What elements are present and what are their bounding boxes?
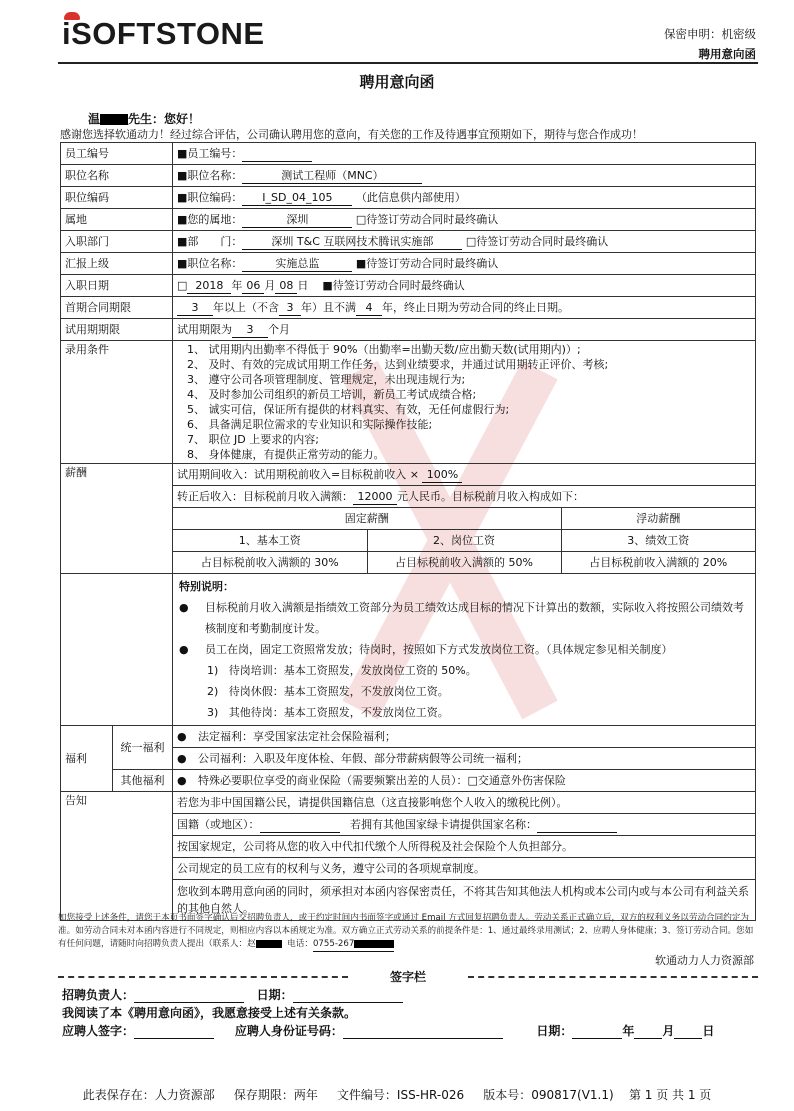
welfare-3 xyxy=(173,770,756,792)
date-label: 日期： xyxy=(256,988,293,1002)
contract-text: 年以上（不含 xyxy=(213,300,279,314)
entry-day: 08 xyxy=(275,278,297,294)
special-sub-3 xyxy=(179,702,749,723)
applicant-sign-field[interactable] xyxy=(134,1024,214,1039)
condition-item: 3、 遵守公司各项管理制度、管理规定，未出现违规行为; xyxy=(187,373,466,386)
probation-unit: 个月 xyxy=(268,322,290,336)
month-unit: 月 xyxy=(662,1024,675,1038)
label-emp-no: 员工编号 xyxy=(61,143,173,165)
date-label: 日期： xyxy=(536,1024,573,1038)
phone-value xyxy=(313,938,394,952)
sub-number: 3) xyxy=(207,706,219,719)
field-label: ■员工编号： xyxy=(177,146,243,160)
nationality-blank xyxy=(260,817,340,833)
redaction xyxy=(256,940,282,948)
contract-text: 年，终止日期为劳动合同的终止日期。 xyxy=(382,300,569,314)
contract-max: 3 xyxy=(279,300,301,316)
contract-min: 3 xyxy=(177,300,213,316)
label-welfare: 福利 xyxy=(61,726,113,792)
applicant-line xyxy=(62,1022,714,1039)
sub-text: 待岗休假：基本工资照发，不发放岗位工资。 xyxy=(228,685,449,698)
contact-prefix: 赵 xyxy=(247,939,256,949)
field-emp-no xyxy=(173,143,756,165)
float-salary-header: 浮动薪酬 xyxy=(561,508,755,530)
label-dept: 入职部门 xyxy=(61,231,173,253)
label-conditions: 录用条件 xyxy=(61,341,173,464)
field-code xyxy=(173,187,756,209)
label-location: 属地 xyxy=(61,209,173,231)
page-footer xyxy=(0,1086,794,1103)
day-unit: 日 xyxy=(297,278,309,292)
notice-text: 若拥有其他国家绿卡请提供国家名称： xyxy=(350,817,537,831)
sub-text: 其他待岗：基本工资照发，不发放岗位工资。 xyxy=(228,706,449,719)
special-notes xyxy=(173,574,756,726)
year-unit: 年 xyxy=(622,1024,635,1038)
field-label: ■职位名称： xyxy=(177,168,243,182)
hr-department: 软通动力人力资源部 xyxy=(655,954,754,967)
salary-spacer xyxy=(61,574,173,726)
salary-regular xyxy=(173,486,756,508)
location-confirm: □待签订劳动合同时最终确认 xyxy=(355,212,499,226)
sub-text: 待岗培训：基本工资照发，发放岗位工资的 50%。 xyxy=(228,664,477,677)
footer-keep: 此表保存在：人力资源部 xyxy=(82,1088,215,1102)
phone-number: 0755-267 xyxy=(312,939,355,949)
footnote-text: 如您接受上述条件，请您于本页书面签字确认后交招聘负责人，或于约定时间内书面签字或通过 Email 方式回复招聘负责人。劳动关系正式确立后，双方的权利义务以劳动合同约定为准。如劳动合同未对本函内容进行不同规定，则相应内容以本函规定为准。双方确立正式劳动关系的前提条件是：1、通过最终录用测试；2、应聘人身体健康；3、签订劳动合同。您如有任何问题，请随时向招聘负责人提出（联系人： xyxy=(58,913,754,949)
year-field[interactable] xyxy=(572,1024,622,1039)
intro-text: 感谢您选择软通动力！经过综合评估，公司确认聘用您的意向，有关您的工作及待遇事宜预期如下，期待与您合作成功！ xyxy=(60,128,643,141)
salary-breakdown-table xyxy=(173,508,755,573)
condition-item: 2、 及时、有效的完成试用期工作任务，达到业绩要求，并通过试用期转正评价、考核; xyxy=(187,358,609,371)
label-code: 职位编码 xyxy=(61,187,173,209)
field-probation xyxy=(173,319,756,341)
recruiter-label: 招聘负责人： xyxy=(62,988,135,1002)
dept-value: 深圳 T&C 互联网技术腾讯实施部 xyxy=(242,234,462,250)
field-label: ■您的属地： xyxy=(177,212,243,226)
notice-text: 国籍（或地区）： xyxy=(177,817,260,831)
welfare-text: 法定福利：享受国家法定社会保险福利； xyxy=(198,730,396,743)
emp-no-blank xyxy=(242,146,312,162)
base-salary: 1、基本工资 xyxy=(173,530,367,552)
id-field[interactable] xyxy=(343,1024,503,1039)
label-salary: 薪酬 xyxy=(61,464,173,574)
doc-name-label: 聘用意向函 xyxy=(698,47,756,61)
special-sub-1 xyxy=(179,660,749,681)
condition-item: 4、 及时参加公司组织的新员工培训，新员工考试成绩合格; xyxy=(187,388,477,401)
special-title: 特别说明： xyxy=(179,580,234,593)
notice-3: 按国家规定，公司将从您的收入中代扣代缴个人所得税及社会保险个人负担部分。 xyxy=(173,836,756,858)
bullet-icon: ● xyxy=(177,730,187,743)
footnote xyxy=(58,912,758,952)
special-note-text: 目标税前月收入满额是指绩效工资部分为员工绩效达成目标的情况下计算出的数额，实际收入将按照公司绩效考核制度和考勤制度计发。 xyxy=(205,601,744,635)
label-unified-welfare: 统一福利 xyxy=(113,726,173,770)
recruiter-date-field[interactable] xyxy=(293,988,403,1003)
conditions-list xyxy=(173,341,756,464)
special-note-text: 员工在岗，固定工资照常发放；待岗时，按照如下方式发放岗位工资。（具体规定参见相关制度） xyxy=(205,643,673,656)
probation-text: 试用期限为 xyxy=(177,322,232,336)
field-location xyxy=(173,209,756,231)
performance-salary-pct: 占目标税前收入满额的 20% xyxy=(561,552,755,574)
welfare-text: 特殊必要职位享受的商业保险（需要频繁出差的人员）：□交通意外伤害保险 xyxy=(198,774,566,787)
notice-4: 公司规定的员工应有的权利与义务，遵守公司的各项规章制度。 xyxy=(173,858,756,880)
page-title: 聘用意向函 xyxy=(359,73,435,91)
entry-checkbox: □ xyxy=(177,278,188,292)
contract-text: 年）且不满 xyxy=(301,300,356,314)
location-value: 深圳 xyxy=(242,212,352,228)
entry-confirm: ■待签订劳动合同时最终确认 xyxy=(322,278,465,292)
special-note-2 xyxy=(179,639,749,660)
recruiter-line xyxy=(62,986,403,1003)
condition-item: 1、 试用期内出勤率不得低于 90%（出勤率=出勤天数/应出勤天数(试用期内)）; xyxy=(187,343,581,356)
redaction xyxy=(100,114,128,125)
day-unit: 日 xyxy=(702,1024,715,1038)
footer-file-no: 文件编号：ISS-HR-026 xyxy=(336,1088,465,1102)
field-entry xyxy=(173,275,756,297)
field-label: ■职位编码： xyxy=(177,190,243,204)
greeting-prefix: 温 xyxy=(88,112,101,126)
welfare-2 xyxy=(173,748,756,770)
month-unit: 月 xyxy=(264,278,276,292)
condition-item: 6、 具备满足职位需求的专业知识和实际操作技能; xyxy=(187,418,433,431)
bullet-icon: ● xyxy=(179,601,189,614)
label-position: 职位名称 xyxy=(61,165,173,187)
salary-probation-value: 100% xyxy=(422,467,462,483)
label-notice: 告知 xyxy=(61,792,173,921)
probation-value: 3 xyxy=(232,322,268,338)
offer-table xyxy=(60,142,756,921)
salary-breakdown xyxy=(173,508,756,574)
redaction xyxy=(354,940,394,948)
recruiter-field[interactable] xyxy=(134,988,244,1003)
entry-year: 2018 xyxy=(187,278,231,294)
bullet-icon: ● xyxy=(177,752,187,765)
fixed-salary-header: 固定薪酬 xyxy=(173,508,561,530)
label-other-welfare: 其他福利 xyxy=(113,770,173,792)
header-divider xyxy=(58,62,758,64)
signature-bar: 签字栏 xyxy=(58,968,758,985)
month-field[interactable] xyxy=(634,1024,662,1039)
field-report xyxy=(173,253,756,275)
field-label: ■职位名称： xyxy=(177,256,243,270)
label-contract: 首期合同期限 xyxy=(61,297,173,319)
greeting-suffix: 先生：您好！ xyxy=(128,112,201,126)
salary-regular-value: 12000 xyxy=(353,489,397,505)
field-label: ■部 门： xyxy=(177,234,243,248)
notice-5: 您收到本聘用意向函的同时，须承担对本函内容保密责任，不将其告知其他法人机构或本公司内或与本公司有利益关系的其他自然人。 xyxy=(173,880,756,921)
footer-version: 版本号：090817(V1.1) xyxy=(483,1088,614,1102)
label-probation: 试用期期限 xyxy=(61,319,173,341)
footer-page: 第 1 页 共 1 页 xyxy=(628,1088,712,1102)
code-note: （此信息供内部使用） xyxy=(355,190,466,204)
greeting xyxy=(88,110,200,127)
salary-probation-text: 试用期间收入：试用期税前收入=目标税前收入 × xyxy=(177,467,419,481)
footer-period: 保存期限：两年 xyxy=(233,1088,318,1102)
code-value: I_SD_04_105 xyxy=(242,190,352,206)
applicant-label: 应聘人签字： xyxy=(62,1024,135,1038)
entry-month: 06 xyxy=(242,278,264,294)
sub-number: 2) xyxy=(207,685,219,698)
post-salary-pct: 占目标税前收入满额的 50% xyxy=(367,552,561,574)
label-entry: 入职日期 xyxy=(61,275,173,297)
condition-item: 8、 身体健康，有提供正常劳动的能力。 xyxy=(187,448,385,461)
phone-label: 电话： xyxy=(287,939,313,949)
contract-limit: 4 xyxy=(356,300,382,316)
company-logo: iSOFTSTONE xyxy=(62,16,265,51)
id-label: 应聘人身份证号码： xyxy=(234,1024,343,1038)
year-unit: 年 xyxy=(231,278,243,292)
field-position xyxy=(173,165,756,187)
welfare-1 xyxy=(173,726,756,748)
field-dept xyxy=(173,231,756,253)
performance-salary: 3、绩效工资 xyxy=(561,530,755,552)
special-note-1 xyxy=(179,597,749,639)
notice-1: 若您为非中国国籍公民，请提供国籍信息（这直接影响您个人收入的缴税比例）。 xyxy=(173,792,756,814)
day-field[interactable] xyxy=(674,1024,702,1039)
label-report: 汇报上级 xyxy=(61,253,173,275)
condition-item: 5、 诚实可信，保证所有提供的材料真实、有效，无任何虚假行为; xyxy=(187,403,510,416)
dept-confirm: □待签订劳动合同时最终确认 xyxy=(465,234,609,248)
welfare-text: 公司福利：入职及年度体检、年假、部分带薪病假等公司统一福利； xyxy=(198,752,528,765)
salary-regular-text: 转正后收入：目标税前月收入满额： xyxy=(177,489,353,503)
salary-probation xyxy=(173,464,756,486)
salary-regular-text: 元人民币。目标税前月收入构成如下： xyxy=(397,489,584,503)
special-sub-2 xyxy=(179,681,749,702)
bullet-icon: ● xyxy=(179,643,189,656)
sub-number: 1) xyxy=(207,664,219,677)
condition-item: 7、 职位 JD 上要求的内容; xyxy=(187,433,319,446)
base-salary-pct: 占目标税前收入满额的 30% xyxy=(173,552,367,574)
position-value: 测试工程师（MNC） xyxy=(242,168,422,184)
confidential-label: 保密申明：机密级 xyxy=(664,27,756,41)
post-salary: 2、岗位工资 xyxy=(367,530,561,552)
bullet-icon: ● xyxy=(177,774,187,787)
country-blank xyxy=(537,817,617,833)
field-contract xyxy=(173,297,756,319)
notice-2 xyxy=(173,814,756,836)
report-confirm: ■待签订劳动合同时最终确认 xyxy=(355,256,499,270)
report-value: 实施总监 xyxy=(242,256,352,272)
agree-statement: 我阅读了本《聘用意向函》，我愿意接受上述有关条款。 xyxy=(62,1006,357,1020)
